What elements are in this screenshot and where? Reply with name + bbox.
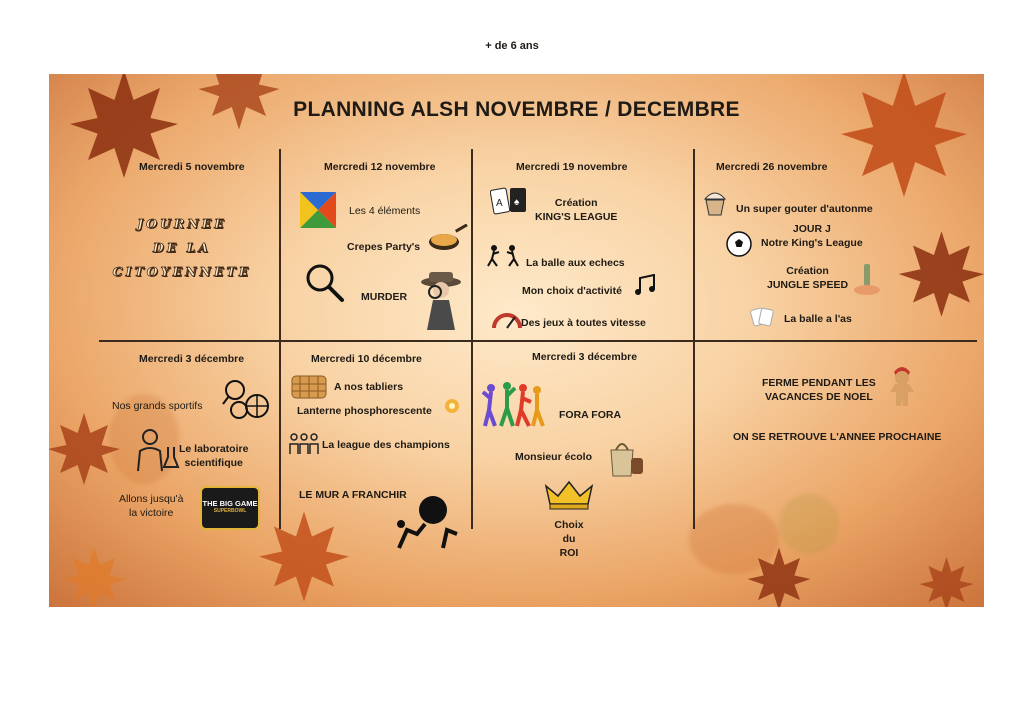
- page-title: PLANNING ALSH NOVEMBRE / DECEMBRE: [293, 98, 740, 121]
- date-heading: Mercredi 5 novembre: [139, 161, 245, 173]
- grid-divider: [99, 340, 977, 342]
- activity-choix-du-roi: Choix du ROI: [554, 519, 584, 560]
- return-notice: ON SE RETROUVE L'ANNEE PROCHAINE: [733, 431, 942, 443]
- date-heading: Mercredi 10 décembre: [311, 353, 422, 365]
- sports-balls-icon: [221, 378, 271, 420]
- svg-text:A: A: [496, 198, 503, 209]
- maple-leaf-icon: [909, 554, 984, 607]
- activity-monsieur-ecolo: Monsieur écolo: [515, 451, 593, 463]
- activity-grands-sportifs: Nos grands sportifs: [112, 400, 203, 412]
- activity-crepes-party: Crepes Party's: [347, 241, 421, 253]
- climbing-wall-icon: [387, 494, 463, 550]
- maple-leaf-icon: [894, 214, 984, 334]
- date-heading: Mercredi 12 novembre: [324, 161, 436, 173]
- detective-icon: [419, 270, 463, 330]
- speedometer-icon: [491, 308, 523, 330]
- activity-mur-a-franchir: LE MUR A FRANCHIR: [299, 489, 407, 501]
- jungle-speed-totem-icon: [852, 262, 882, 296]
- activity-4-elements: Les 4 éléments: [349, 205, 421, 217]
- waffle-icon: [290, 372, 328, 402]
- activity-jour-j: JOUR J Notre King's League: [761, 223, 863, 250]
- activity-laboratoire: Le laboratoire scientifique: [179, 443, 249, 470]
- big-game-logo: [200, 486, 260, 530]
- scientist-icon: [134, 427, 180, 473]
- activity-mon-choix: Mon choix d'activité: [522, 285, 622, 297]
- activity-lanterne: Lanterne phosphorescente: [297, 405, 432, 417]
- activity-creation-kings-league: Création KING'S LEAGUE: [535, 197, 618, 224]
- activity-jeux-vitesse: Des jeux à toutes vitesse: [521, 317, 646, 329]
- magnifier-icon: [304, 262, 346, 304]
- date-heading: Mercredi 26 novembre: [716, 161, 828, 173]
- maple-leaf-icon: [49, 404, 124, 494]
- big-game-logo-subtitle: SUPERBOWL: [213, 508, 247, 514]
- players-icon: [486, 244, 522, 268]
- playing-cards-icon: [490, 186, 530, 216]
- eco-bag-icon: [605, 436, 645, 478]
- team-icon: [289, 432, 319, 456]
- maple-leaf-icon: [819, 74, 984, 204]
- activity-nos-tabliers: A nos tabliers: [334, 381, 404, 393]
- crepe-pan-icon: [427, 224, 469, 254]
- maple-leaf-icon: [49, 544, 139, 607]
- date-heading: Mercredi 3 décembre: [139, 353, 245, 365]
- maple-leaf-icon: [254, 504, 354, 607]
- cupcake-icon: [702, 187, 728, 217]
- journee-citoyennete-text: JOURNEE DE LA CITOYENNETE: [112, 216, 252, 279]
- music-notes-icon: [634, 274, 658, 296]
- dancers-icon: [481, 380, 545, 430]
- activity-balle-aux-echecs: La balle aux echecs: [526, 257, 625, 269]
- big-game-logo-title: THE BIG GAME: [202, 499, 258, 508]
- closure-notice: FERME PENDANT LES VACANCES DE NOEL: [762, 377, 876, 404]
- activity-super-gouter: Un super gouter d'autonme: [736, 203, 873, 215]
- activity-jungle-speed: Création JUNGLE SPEED: [767, 265, 849, 292]
- activity-fora-fora: FORA FORA: [559, 409, 622, 421]
- grid-divider: [279, 149, 281, 529]
- grid-divider: [693, 149, 695, 529]
- planning-poster: [49, 74, 984, 607]
- lantern-icon: [442, 394, 462, 418]
- date-heading: Mercredi 19 novembre: [516, 161, 628, 173]
- soccer-ball-icon: [726, 231, 752, 257]
- activity-league-champions: La league des champions: [322, 439, 450, 451]
- cards-icon: [749, 306, 775, 328]
- elements-icon: [300, 192, 336, 228]
- grid-divider: [471, 149, 473, 529]
- crown-icon: [544, 478, 594, 512]
- svg-text:♠: ♠: [514, 197, 520, 208]
- maple-leaf-icon: [739, 544, 819, 607]
- activity-murder: MURDER: [361, 291, 408, 303]
- activity-balle-as: La balle a l'as: [784, 313, 852, 325]
- age-group-label: + de 6 ans: [485, 40, 539, 52]
- activity-allons-victoire: Allons jusqu'à la victoire: [119, 493, 184, 520]
- date-heading: Mercredi 3 décembre: [532, 351, 638, 363]
- gingerbread-icon: [886, 364, 918, 408]
